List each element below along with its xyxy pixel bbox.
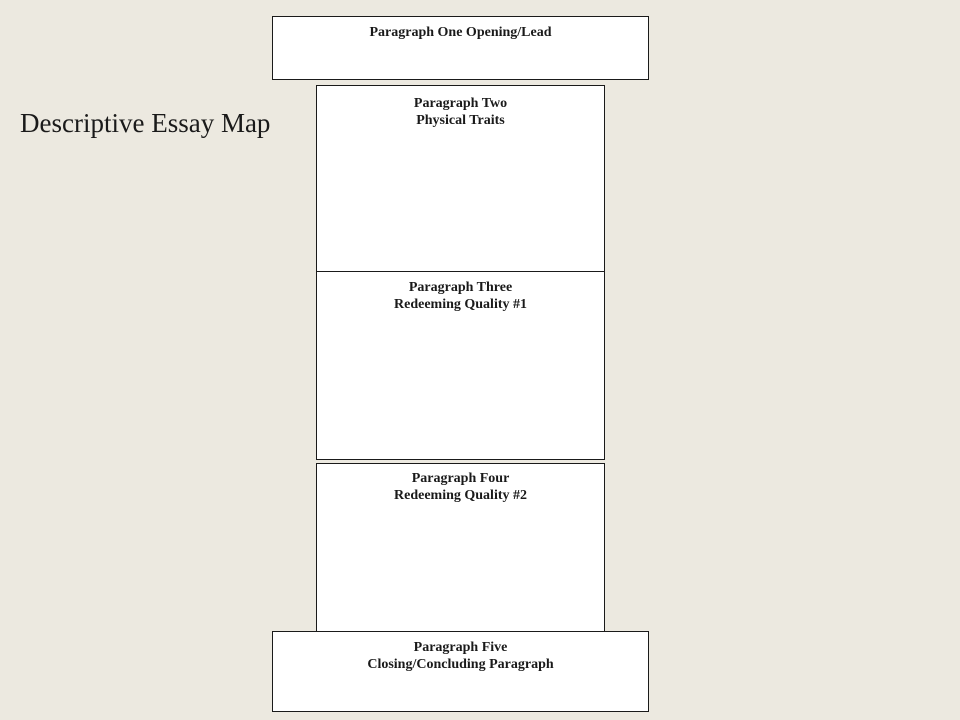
paragraph-five-box: [272, 631, 649, 712]
paragraph-four-subheading: Redeeming Quality #2: [394, 488, 527, 503]
paragraph-three-subheading: Redeeming Quality #1: [394, 297, 527, 312]
paragraph-three-heading: Paragraph Three: [408, 280, 513, 295]
paragraph-two-heading: Paragraph Two: [413, 96, 508, 111]
paragraph-five-subheading: Closing/Concluding Paragraph: [367, 657, 554, 672]
paragraph-two-subheading: Physical Traits: [416, 113, 505, 128]
paragraph-one-heading: Paragraph One Opening/Lead: [369, 25, 552, 40]
paragraph-three-box: [316, 271, 605, 460]
paragraph-one-box: [272, 16, 649, 80]
paragraph-five-heading: Paragraph Five: [413, 640, 508, 655]
paragraph-two-box: [316, 85, 605, 272]
paragraph-four-box: [316, 463, 605, 633]
paragraph-four-heading: Paragraph Four: [411, 471, 510, 486]
page-title: Descriptive Essay Map: [20, 108, 271, 138]
